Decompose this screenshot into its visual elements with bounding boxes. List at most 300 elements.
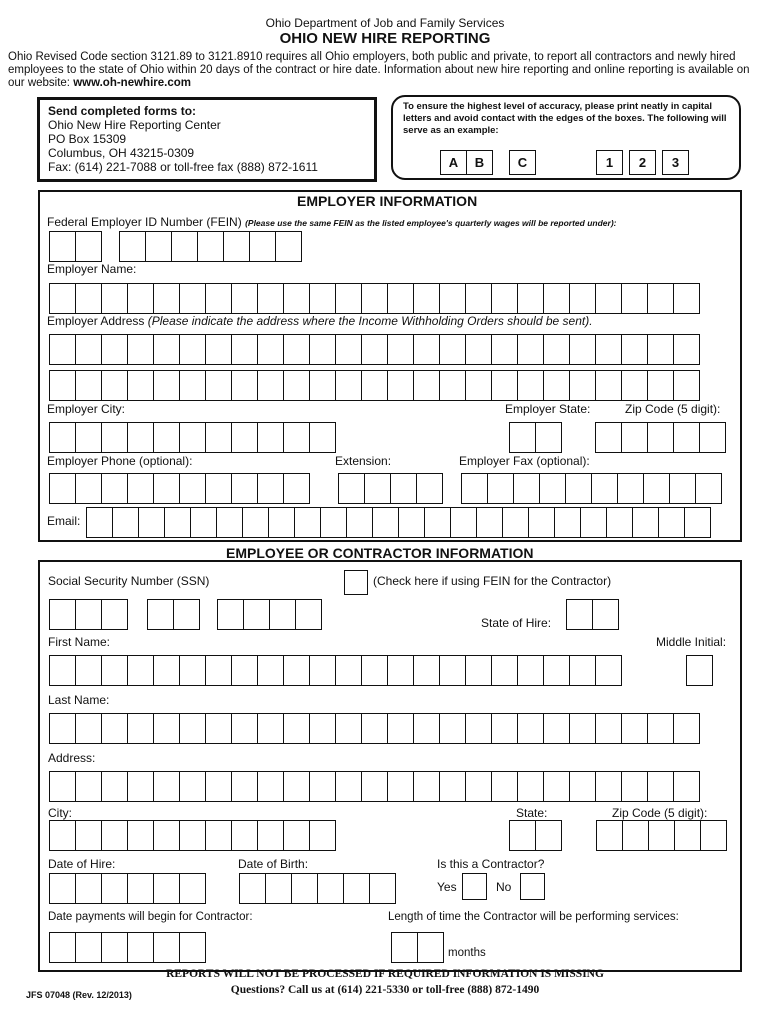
char-cell[interactable] [75, 713, 102, 744]
char-cell[interactable] [621, 422, 648, 453]
char-cell[interactable] [364, 473, 391, 504]
char-cell[interactable] [216, 507, 243, 538]
date-of-birth-input[interactable] [239, 873, 396, 904]
char-cell[interactable] [335, 370, 362, 401]
state-of-hire-input[interactable] [566, 599, 619, 630]
char-cell[interactable] [309, 713, 336, 744]
char-cell[interactable] [595, 655, 622, 686]
char-cell[interactable] [543, 334, 570, 365]
char-cell[interactable] [565, 473, 592, 504]
char-cell[interactable] [674, 820, 701, 851]
contractor-yes-checkbox[interactable] [462, 873, 487, 900]
char-cell[interactable] [439, 370, 466, 401]
char-cell[interactable] [268, 507, 295, 538]
char-cell[interactable] [75, 422, 102, 453]
char-cell[interactable] [417, 932, 444, 963]
char-cell[interactable] [179, 771, 206, 802]
char-cell[interactable] [491, 370, 518, 401]
char-cell[interactable] [398, 507, 425, 538]
contractor-no-checkbox[interactable] [520, 873, 545, 900]
employer-name-input[interactable] [49, 283, 700, 314]
char-cell[interactable] [269, 599, 296, 630]
char-cell[interactable] [101, 473, 128, 504]
char-cell[interactable] [153, 873, 180, 904]
char-cell[interactable] [413, 771, 440, 802]
char-cell[interactable] [413, 713, 440, 744]
employer-state-input[interactable] [509, 422, 562, 453]
char-cell[interactable] [119, 231, 146, 262]
ssn-part1-input[interactable] [49, 599, 128, 630]
char-cell[interactable] [205, 422, 232, 453]
char-cell[interactable] [647, 713, 674, 744]
char-cell[interactable] [387, 771, 414, 802]
char-cell[interactable] [145, 231, 172, 262]
char-cell[interactable] [127, 771, 154, 802]
char-cell[interactable] [535, 820, 562, 851]
char-cell[interactable] [686, 655, 713, 686]
char-cell[interactable] [569, 334, 596, 365]
char-cell[interactable] [647, 771, 674, 802]
char-cell[interactable] [309, 334, 336, 365]
char-cell[interactable] [372, 507, 399, 538]
char-cell[interactable] [283, 473, 310, 504]
char-cell[interactable] [647, 334, 674, 365]
char-cell[interactable] [569, 370, 596, 401]
char-cell[interactable] [335, 713, 362, 744]
char-cell[interactable] [595, 771, 622, 802]
char-cell[interactable] [127, 370, 154, 401]
char-cell[interactable] [487, 473, 514, 504]
char-cell[interactable] [179, 873, 206, 904]
employee-state-input[interactable] [509, 820, 562, 851]
char-cell[interactable] [465, 283, 492, 314]
char-cell[interactable] [283, 422, 310, 453]
char-cell[interactable] [673, 771, 700, 802]
first-name-input[interactable] [49, 655, 622, 686]
char-cell[interactable] [75, 370, 102, 401]
char-cell[interactable] [539, 473, 566, 504]
char-cell[interactable] [413, 283, 440, 314]
char-cell[interactable] [257, 473, 284, 504]
char-cell[interactable] [476, 507, 503, 538]
char-cell[interactable] [153, 820, 180, 851]
char-cell[interactable] [543, 655, 570, 686]
char-cell[interactable] [205, 771, 232, 802]
char-cell[interactable] [596, 820, 623, 851]
char-cell[interactable] [673, 422, 700, 453]
char-cell[interactable] [580, 507, 607, 538]
char-cell[interactable] [49, 655, 76, 686]
char-cell[interactable] [75, 932, 102, 963]
char-cell[interactable] [465, 771, 492, 802]
char-cell[interactable] [231, 334, 258, 365]
char-cell[interactable] [648, 820, 675, 851]
char-cell[interactable] [465, 655, 492, 686]
char-cell[interactable] [101, 283, 128, 314]
char-cell[interactable] [231, 422, 258, 453]
char-cell[interactable] [257, 655, 284, 686]
char-cell[interactable] [49, 370, 76, 401]
char-cell[interactable] [283, 820, 310, 851]
char-cell[interactable] [179, 334, 206, 365]
char-cell[interactable] [335, 655, 362, 686]
char-cell[interactable] [127, 334, 154, 365]
char-cell[interactable] [257, 713, 284, 744]
char-cell[interactable] [595, 713, 622, 744]
char-cell[interactable] [153, 771, 180, 802]
char-cell[interactable] [179, 283, 206, 314]
char-cell[interactable] [647, 422, 674, 453]
employee-zip-input[interactable] [596, 820, 727, 851]
char-cell[interactable] [75, 231, 102, 262]
char-cell[interactable] [49, 422, 76, 453]
char-cell[interactable] [647, 370, 674, 401]
char-cell[interactable] [461, 473, 488, 504]
char-cell[interactable] [153, 713, 180, 744]
char-cell[interactable] [669, 473, 696, 504]
char-cell[interactable] [413, 370, 440, 401]
char-cell[interactable] [179, 370, 206, 401]
char-cell[interactable] [49, 334, 76, 365]
char-cell[interactable] [569, 771, 596, 802]
char-cell[interactable] [231, 370, 258, 401]
char-cell[interactable] [75, 771, 102, 802]
char-cell[interactable] [75, 655, 102, 686]
char-cell[interactable] [283, 713, 310, 744]
char-cell[interactable] [361, 655, 388, 686]
char-cell[interactable] [217, 599, 244, 630]
middle-initial-input[interactable] [686, 655, 713, 686]
char-cell[interactable] [335, 334, 362, 365]
char-cell[interactable] [502, 507, 529, 538]
char-cell[interactable] [249, 231, 276, 262]
char-cell[interactable] [179, 655, 206, 686]
char-cell[interactable] [346, 507, 373, 538]
char-cell[interactable] [153, 473, 180, 504]
fein-prefix-input[interactable] [49, 231, 102, 262]
char-cell[interactable] [595, 334, 622, 365]
char-cell[interactable] [295, 599, 322, 630]
char-cell[interactable] [138, 507, 165, 538]
char-cell[interactable] [621, 713, 648, 744]
char-cell[interactable] [257, 370, 284, 401]
char-cell[interactable] [49, 599, 76, 630]
char-cell[interactable] [127, 932, 154, 963]
char-cell[interactable] [112, 507, 139, 538]
char-cell[interactable] [643, 473, 670, 504]
char-cell[interactable] [49, 932, 76, 963]
char-cell[interactable] [450, 507, 477, 538]
char-cell[interactable] [101, 713, 128, 744]
char-cell[interactable] [179, 422, 206, 453]
char-cell[interactable] [387, 283, 414, 314]
char-cell[interactable] [291, 873, 318, 904]
char-cell[interactable] [127, 283, 154, 314]
char-cell[interactable] [465, 713, 492, 744]
char-cell[interactable] [413, 334, 440, 365]
char-cell[interactable] [439, 771, 466, 802]
char-cell[interactable] [294, 507, 321, 538]
char-cell[interactable] [75, 334, 102, 365]
payments-begin-input[interactable] [49, 932, 206, 963]
char-cell[interactable] [632, 507, 659, 538]
char-cell[interactable] [569, 283, 596, 314]
char-cell[interactable] [49, 231, 76, 262]
char-cell[interactable] [257, 820, 284, 851]
char-cell[interactable] [205, 820, 232, 851]
char-cell[interactable] [153, 283, 180, 314]
char-cell[interactable] [543, 771, 570, 802]
char-cell[interactable] [387, 655, 414, 686]
char-cell[interactable] [127, 820, 154, 851]
char-cell[interactable] [465, 334, 492, 365]
char-cell[interactable] [361, 713, 388, 744]
char-cell[interactable] [283, 283, 310, 314]
char-cell[interactable] [205, 283, 232, 314]
char-cell[interactable] [543, 370, 570, 401]
employer-extension-input[interactable] [338, 473, 443, 504]
char-cell[interactable] [592, 599, 619, 630]
char-cell[interactable] [361, 370, 388, 401]
char-cell[interactable] [309, 422, 336, 453]
employer-phone-input[interactable] [49, 473, 310, 504]
char-cell[interactable] [343, 873, 370, 904]
char-cell[interactable] [153, 932, 180, 963]
char-cell[interactable] [153, 334, 180, 365]
char-cell[interactable] [257, 422, 284, 453]
char-cell[interactable] [101, 820, 128, 851]
fein-contractor-checkbox[interactable] [344, 570, 368, 595]
char-cell[interactable] [673, 334, 700, 365]
char-cell[interactable] [595, 422, 622, 453]
char-cell[interactable] [49, 771, 76, 802]
char-cell[interactable] [517, 713, 544, 744]
char-cell[interactable] [390, 473, 417, 504]
char-cell[interactable] [309, 283, 336, 314]
char-cell[interactable] [595, 283, 622, 314]
char-cell[interactable] [205, 334, 232, 365]
char-cell[interactable] [513, 473, 540, 504]
char-cell[interactable] [439, 713, 466, 744]
char-cell[interactable] [335, 771, 362, 802]
char-cell[interactable] [424, 507, 451, 538]
char-cell[interactable] [239, 873, 266, 904]
char-cell[interactable] [75, 873, 102, 904]
char-cell[interactable] [265, 873, 292, 904]
char-cell[interactable] [283, 771, 310, 802]
char-cell[interactable] [257, 283, 284, 314]
char-cell[interactable] [179, 932, 206, 963]
char-cell[interactable] [231, 771, 258, 802]
char-cell[interactable] [283, 370, 310, 401]
char-cell[interactable] [242, 507, 269, 538]
char-cell[interactable] [127, 473, 154, 504]
employee-city-input[interactable] [49, 820, 336, 851]
employer-email-input[interactable] [86, 507, 711, 538]
char-cell[interactable] [309, 655, 336, 686]
char-cell[interactable] [465, 370, 492, 401]
char-cell[interactable] [197, 231, 224, 262]
char-cell[interactable] [309, 820, 336, 851]
char-cell[interactable] [528, 507, 555, 538]
char-cell[interactable] [320, 507, 347, 538]
char-cell[interactable] [658, 507, 685, 538]
char-cell[interactable] [387, 370, 414, 401]
char-cell[interactable] [153, 370, 180, 401]
char-cell[interactable] [361, 283, 388, 314]
char-cell[interactable] [569, 655, 596, 686]
char-cell[interactable] [205, 370, 232, 401]
char-cell[interactable] [509, 820, 536, 851]
char-cell[interactable] [387, 713, 414, 744]
char-cell[interactable] [413, 655, 440, 686]
char-cell[interactable] [101, 771, 128, 802]
char-cell[interactable] [439, 334, 466, 365]
char-cell[interactable] [621, 370, 648, 401]
char-cell[interactable] [257, 334, 284, 365]
char-cell[interactable] [101, 334, 128, 365]
char-cell[interactable] [491, 771, 518, 802]
char-cell[interactable] [491, 283, 518, 314]
char-cell[interactable] [617, 473, 644, 504]
char-cell[interactable] [361, 334, 388, 365]
char-cell[interactable] [75, 283, 102, 314]
char-cell[interactable] [147, 599, 174, 630]
char-cell[interactable] [517, 283, 544, 314]
char-cell[interactable] [190, 507, 217, 538]
char-cell[interactable] [543, 283, 570, 314]
char-cell[interactable] [338, 473, 365, 504]
char-cell[interactable] [699, 422, 726, 453]
char-cell[interactable] [75, 599, 102, 630]
char-cell[interactable] [695, 473, 722, 504]
char-cell[interactable] [101, 932, 128, 963]
char-cell[interactable] [101, 873, 128, 904]
char-cell[interactable] [700, 820, 727, 851]
employer-zip-input[interactable] [595, 422, 726, 453]
char-cell[interactable] [517, 771, 544, 802]
char-cell[interactable] [173, 599, 200, 630]
char-cell[interactable] [153, 422, 180, 453]
char-cell[interactable] [517, 655, 544, 686]
char-cell[interactable] [101, 370, 128, 401]
char-cell[interactable] [101, 599, 128, 630]
employer-city-input[interactable] [49, 422, 336, 453]
char-cell[interactable] [49, 713, 76, 744]
char-cell[interactable] [673, 713, 700, 744]
char-cell[interactable] [673, 283, 700, 314]
char-cell[interactable] [509, 422, 536, 453]
char-cell[interactable] [591, 473, 618, 504]
char-cell[interactable] [673, 370, 700, 401]
char-cell[interactable] [101, 655, 128, 686]
char-cell[interactable] [387, 334, 414, 365]
char-cell[interactable] [171, 231, 198, 262]
char-cell[interactable] [491, 655, 518, 686]
char-cell[interactable] [127, 873, 154, 904]
char-cell[interactable] [535, 422, 562, 453]
char-cell[interactable] [369, 873, 396, 904]
char-cell[interactable] [75, 820, 102, 851]
char-cell[interactable] [205, 473, 232, 504]
char-cell[interactable] [223, 231, 250, 262]
char-cell[interactable] [49, 283, 76, 314]
fein-number-input[interactable] [119, 231, 302, 262]
char-cell[interactable] [317, 873, 344, 904]
ssn-part3-input[interactable] [217, 599, 322, 630]
char-cell[interactable] [75, 473, 102, 504]
char-cell[interactable] [309, 370, 336, 401]
char-cell[interactable] [517, 370, 544, 401]
ssn-part2-input[interactable] [147, 599, 200, 630]
char-cell[interactable] [569, 713, 596, 744]
employer-fax-input[interactable] [461, 473, 722, 504]
char-cell[interactable] [595, 370, 622, 401]
char-cell[interactable] [647, 283, 674, 314]
char-cell[interactable] [231, 473, 258, 504]
char-cell[interactable] [86, 507, 113, 538]
char-cell[interactable] [554, 507, 581, 538]
char-cell[interactable] [205, 713, 232, 744]
char-cell[interactable] [621, 283, 648, 314]
char-cell[interactable] [283, 334, 310, 365]
date-of-hire-input[interactable] [49, 873, 206, 904]
char-cell[interactable] [416, 473, 443, 504]
char-cell[interactable] [231, 655, 258, 686]
char-cell[interactable] [164, 507, 191, 538]
website-link[interactable]: www.oh-newhire.com [73, 77, 191, 89]
char-cell[interactable] [361, 771, 388, 802]
char-cell[interactable] [491, 334, 518, 365]
char-cell[interactable] [622, 820, 649, 851]
char-cell[interactable] [179, 713, 206, 744]
char-cell[interactable] [205, 655, 232, 686]
char-cell[interactable] [491, 713, 518, 744]
char-cell[interactable] [309, 771, 336, 802]
char-cell[interactable] [101, 422, 128, 453]
char-cell[interactable] [621, 334, 648, 365]
char-cell[interactable] [684, 507, 711, 538]
char-cell[interactable] [275, 231, 302, 262]
char-cell[interactable] [606, 507, 633, 538]
last-name-input[interactable] [49, 713, 700, 744]
char-cell[interactable] [231, 713, 258, 744]
char-cell[interactable] [439, 283, 466, 314]
char-cell[interactable] [243, 599, 270, 630]
char-cell[interactable] [231, 820, 258, 851]
char-cell[interactable] [127, 422, 154, 453]
contract-length-input[interactable] [391, 932, 444, 963]
char-cell[interactable] [439, 655, 466, 686]
char-cell[interactable] [257, 771, 284, 802]
char-cell[interactable] [543, 713, 570, 744]
char-cell[interactable] [179, 820, 206, 851]
char-cell[interactable] [391, 932, 418, 963]
char-cell[interactable] [566, 599, 593, 630]
employer-address-line2-input[interactable] [49, 370, 700, 401]
char-cell[interactable] [231, 283, 258, 314]
char-cell[interactable] [127, 713, 154, 744]
char-cell[interactable] [127, 655, 154, 686]
char-cell[interactable] [49, 820, 76, 851]
char-cell[interactable] [283, 655, 310, 686]
char-cell[interactable] [517, 334, 544, 365]
char-cell[interactable] [49, 873, 76, 904]
char-cell[interactable] [49, 473, 76, 504]
char-cell[interactable] [153, 655, 180, 686]
employee-address-input[interactable] [49, 771, 700, 802]
char-cell[interactable] [179, 473, 206, 504]
